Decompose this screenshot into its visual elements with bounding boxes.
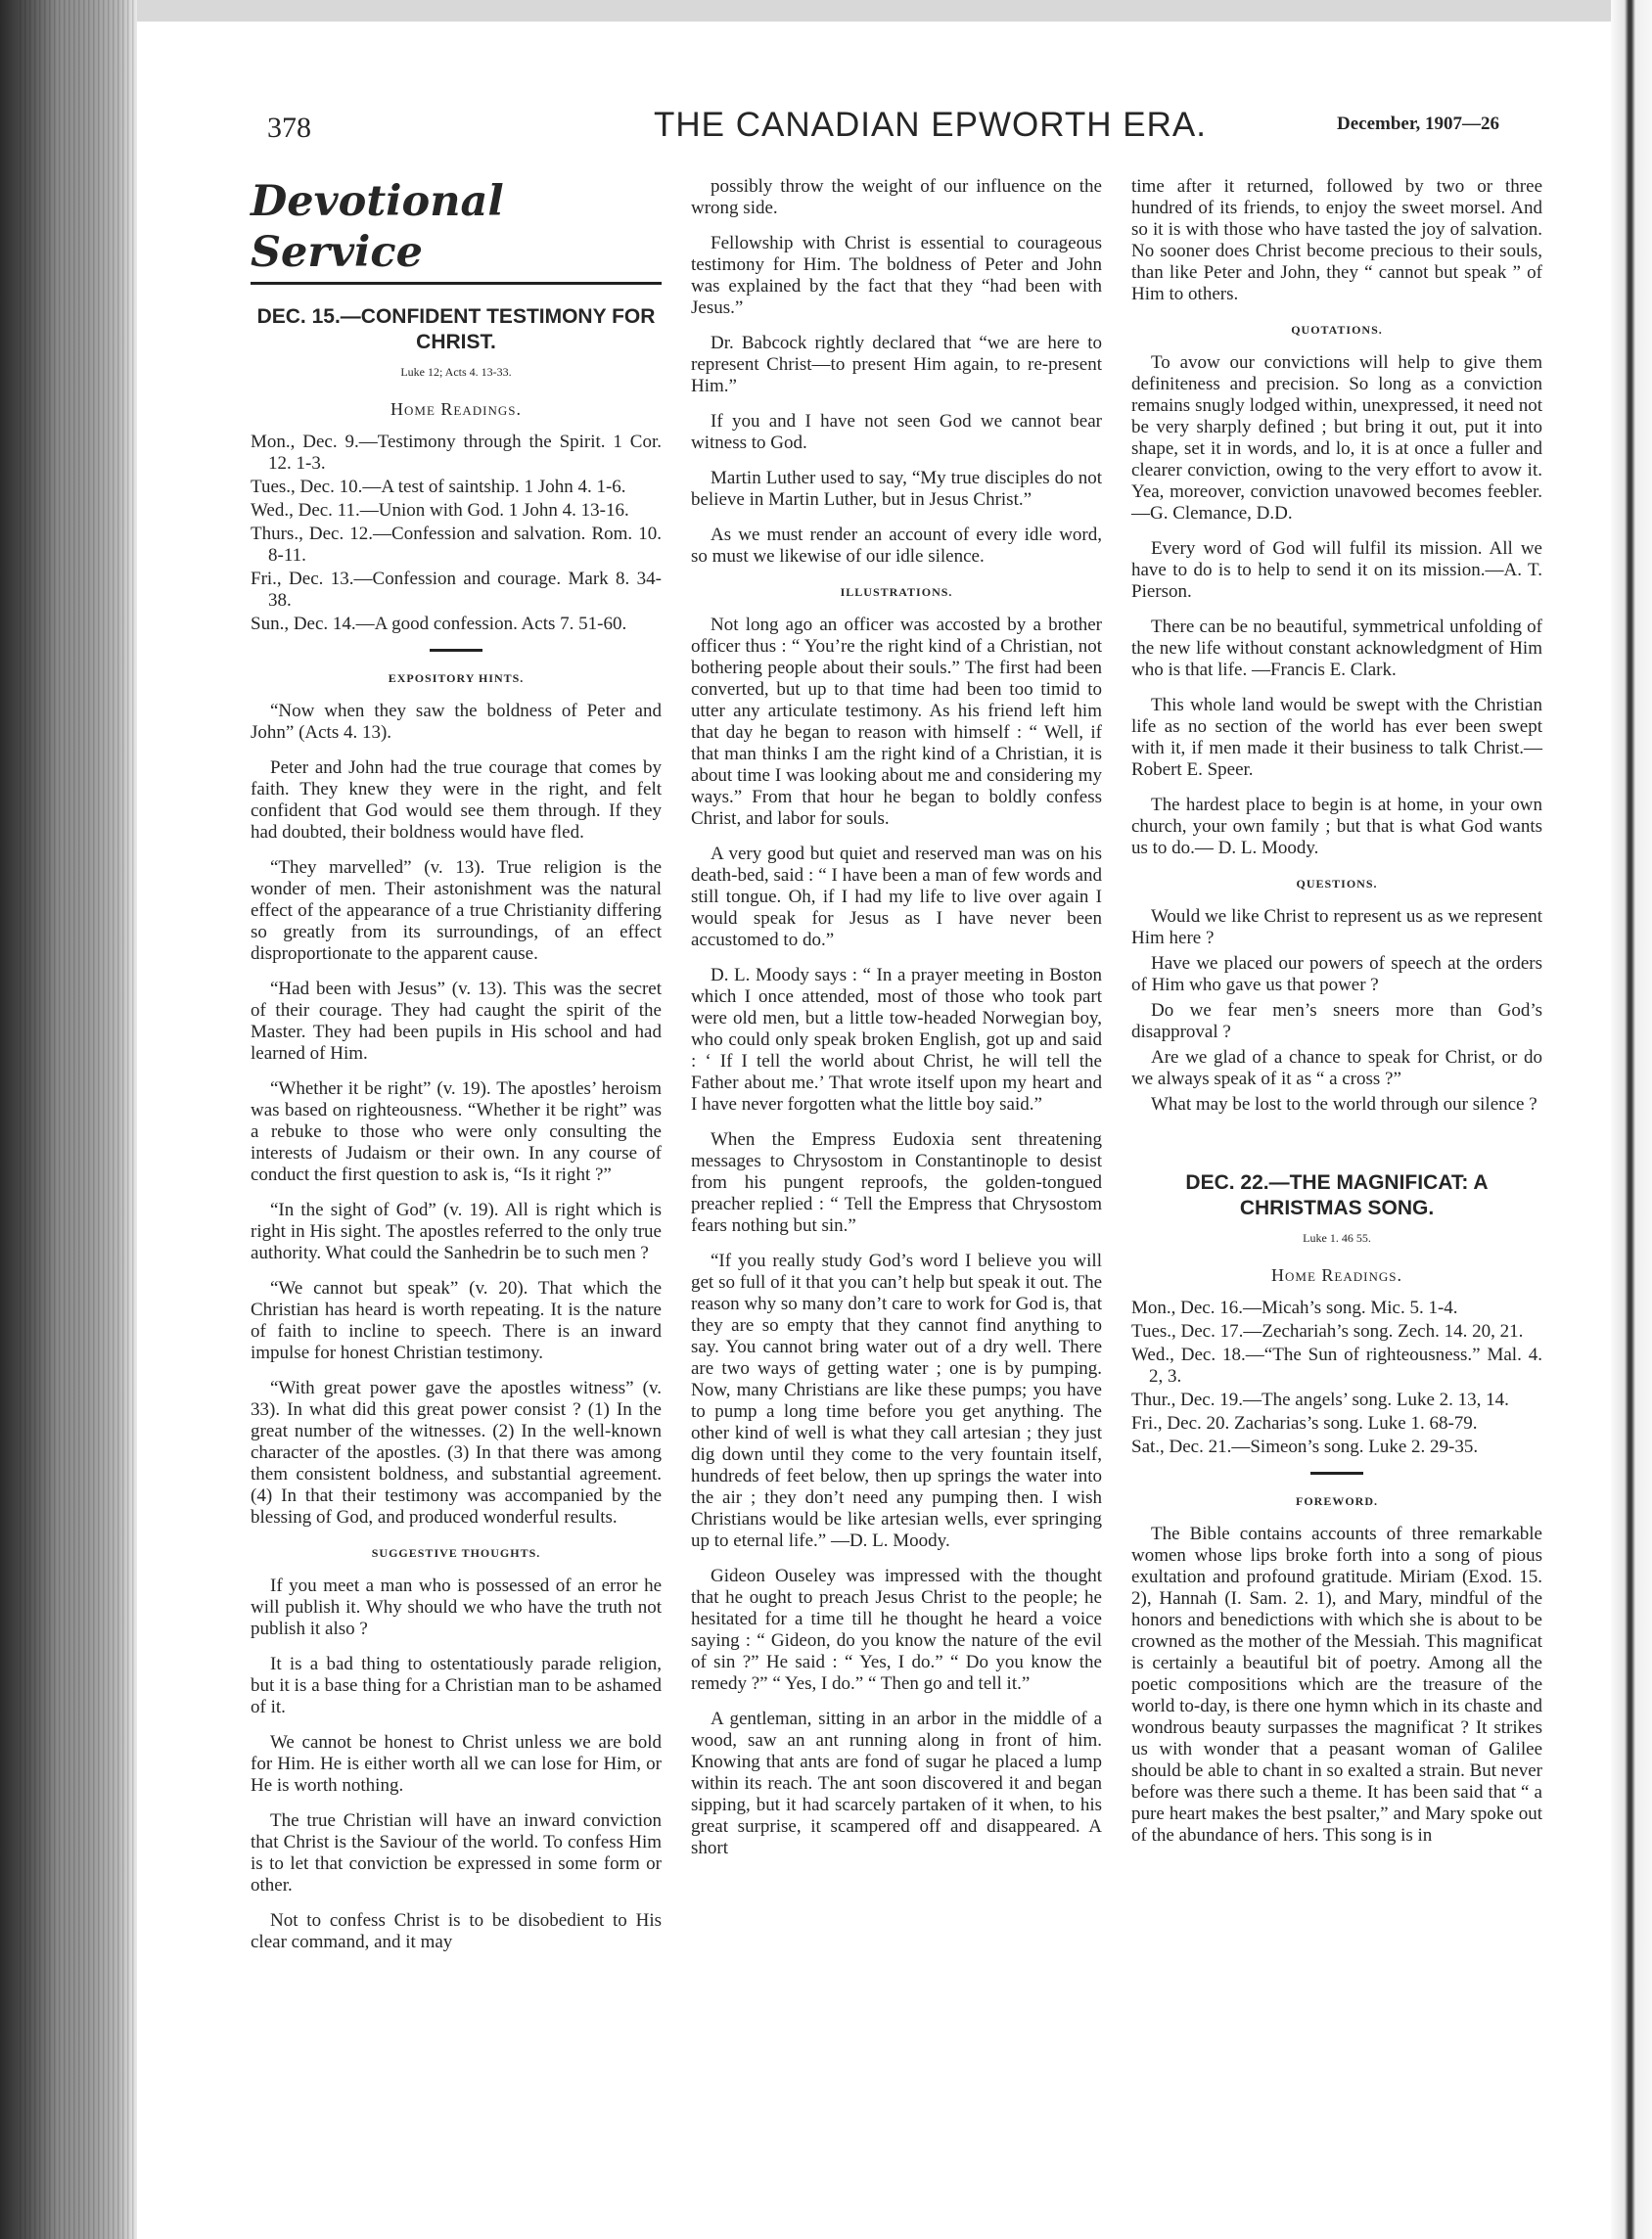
paragraph: possibly throw the weight of our influence on the wrong side. (691, 176, 1102, 218)
paragraph: Martin Luther used to say, “My true disciples do not believe in Martin Luther, but in Jesus Christ.” (691, 468, 1102, 510)
magazine-page (145, 0, 1603, 2239)
paragraph: As we must render an account of every idle word, so must we likewise of our idle silence. (691, 525, 1102, 567)
reading-item: Wed., Dec. 11.—Union with God. 1 John 4. 13-16. (251, 500, 629, 521)
paragraph: “Whether it be right” (v. 19). The apostles’ heroism was based on righteousness. “Whether it be right” was a rebuke to those who were only consulting the interests of Judaism or their own. In any course of conduct the first question to ask is, “Is it right ?” (251, 1078, 662, 1185)
foreword-heading: FOREWORD. (1296, 1494, 1378, 1508)
home-readings-list (251, 432, 662, 635)
reading-item: Thurs., Dec. 12.—Confession and salvation. Rom. 10. 8-11. (251, 524, 662, 566)
paragraph: “With great power gave the apostles witness” (v. 33). In what did this great power consist ? (1) In the great number of the witnesses. (2) In the well-known character of the apostles. (3) In that there was among them consistent boldness, and substantial agreement. (4) In that their testimony was accompanied by the blessing of God, and produced wonderful results. (251, 1378, 662, 1528)
reading-item: Mon., Dec. 9.—Testimony through the Spirit. 1 Cor. 12. 1-3. (251, 432, 662, 474)
paragraph: Every word of God will fulfil its mission. All we have to do is to help to send it on its mission.—A. T. Pierson. (1131, 538, 1542, 602)
reading-item: Wed., Dec. 18.—“The Sun of righteousness.” Mal. 4. 2, 3. (1131, 1345, 1542, 1387)
suggestive-heading: SUGGESTIVE THOUGHTS. (371, 1546, 541, 1560)
reading-item: Sun., Dec. 14.—A good confession. Acts 7. 51-60. (251, 614, 627, 634)
paragraph: The true Christian will have an inward conviction that Christ is the Saviour of the world. To confess Him is to let that conviction be expressed in some form or other. (251, 1810, 662, 1896)
quotations-heading: QUOTATIONS. (1291, 323, 1383, 337)
running-head (145, 106, 1603, 155)
paragraph: “Now when they saw the boldness of Peter and John” (Acts 4. 13). (251, 701, 662, 743)
book-binding (0, 0, 137, 2239)
home-readings-heading: Home Readings. (1271, 1265, 1402, 1285)
paragraph: A very good but quiet and reserved man was on his death-bed, said : “ I have been a man of few words and still tongue. Oh, if I had my life to live over again I would speak for Jesus as I have never been accustomed to do.” (691, 844, 1102, 950)
column-3 (1131, 176, 1542, 1860)
lesson-reference: Luke 12; Acts 4. 13-33. (400, 365, 512, 379)
column-1 (251, 176, 662, 1967)
paragraph: We cannot be honest to Christ unless we are bold for Him. He is either worth all we can lose for Him, or He is worth nothing. (251, 1732, 662, 1796)
paragraph: Would we like Christ to represent us as we represent Him here ? (1131, 906, 1542, 948)
paragraph: Fellowship with Christ is essential to courageous testimony for Him. The boldness of Peter and John was explained by the fact that they “had been with Jesus.” (691, 233, 1102, 318)
reading-item: Thur., Dec. 19.—The angels’ song. Luke 2. 13, 14. (1131, 1390, 1509, 1410)
expository-heading: EXPOSITORY HINTS. (388, 671, 525, 685)
paragraph: The Bible contains accounts of three remarkable women whose lips broke forth into a song of pious exultation and profound gratitude. Miriam (Exod. 15. 2), Hannah (I. Sam. 2. 1), and Mary, mindful of the honors and benedictions with which she is about to be crowned as the mother of the Messiah. This magnificat is certainly a beautiful bit of poetry. Among all the poetic compositions which are the treasure of the world to-day, is there one hymn which in its chaste and wondrous beauty surpasses the magnificat ? It strikes us with wonder that a peasant woman of Galilee should be able to chant in so exalted a strain. But never before was there such a theme. It has been said that “ a pure heart makes the best psalter,” and Mary spoke out of the abundance of hers. This song is in (1131, 1524, 1542, 1846)
spacer (1131, 1129, 1542, 1165)
paragraph: There can be no beautiful, symmetrical unfolding of the new life without constant acknowledgment of Him who is that life. —Francis E. Clark. (1131, 617, 1542, 680)
paragraph: “In the sight of God” (v. 19). All is right which is right in His sight. The apostles referred to the only true authority. What could the Sanhedrin be to such men ? (251, 1200, 662, 1263)
paragraph: Not long ago an officer was accosted by a brother officer thus : “ You’re the right kind of a Christian, not bothering people about their souls.” The first had been converted, but up to that time had been too timid to utter any articulate testimony. As his friend left him that day he began to reason with himself : “ Well, if that man thinks I am the right kind of a Christian, it is about time I was looking about me and considering my ways.” From that hour he began to boldly confess Christ, and labor for souls. (691, 615, 1102, 829)
binding-texture (20, 0, 135, 2239)
paragraph: “If you really study God’s word I believe you will get so full of it that you can’t help but speak it out. The reason why so many don’t care to work for God is, that they are so empty that they cannot find anything to say. You cannot bring water out of a dry well. There are two ways of getting water ; one is by pumping. Now, many Christians are like these pumps; you have to pump a long time before you get anything. The other kind of well is what they call artesian ; they just dig down until they come to the very fountain itself, hundreds of feet below, then up springs the water into the air ; they don’t need any pumping then. I wish Christians would be like artesian wells, ever springing up to eternal life.” —D. L. Moody. (691, 1251, 1102, 1551)
paragraph: “We cannot but speak” (v. 20). That which the Christian has heard is worth repeating. It is the nature of faith to incline to speech. There is an inward impulse for honest Christian testimony. (251, 1278, 662, 1363)
paragraph: Not to confess Christ is to be disobedient to His clear command, and it may (251, 1910, 662, 1952)
paragraph: “They marvelled” (v. 13). True religion is the wonder of men. Their astonishment was the natural effect of the appearance of a true Christianity differing so greatly from its surroundings, of an effect disproportionate to the apparent cause. (251, 857, 662, 964)
paragraph: Are we glad of a chance to speak for Christ, or do we always speak of it as “ a cross ?” (1131, 1047, 1542, 1089)
home-readings-list (1131, 1298, 1542, 1458)
page-number: 378 (267, 112, 311, 144)
paragraph: When the Empress Eudoxia sent threatening messages to Chrysostom in Constantinople to desist from his pungent reproofs, the golden-tongued preacher replied : “ Tell the Empress that Chrysostom fears nothing but sin.” (691, 1129, 1102, 1236)
paragraph: To avow our convictions will help to give them definiteness and precision. So long as a conviction remains snugly lodged within, unexpressed, it need not be very sharply defined ; but bring it out, put it into shape, set it in words, and lo, it is at once a fuller and clearer conviction, owing to the very effort to avow it. Yea, moreover, conviction unavowed becomes feebler.—G. Clemance, D.D. (1131, 352, 1542, 524)
paragraph: Dr. Babcock rightly declared that “we are here to represent Christ—to present Him again, to re-present Him.” (691, 333, 1102, 396)
paragraph: “Had been with Jesus” (v. 13). This was the secret of their courage. They had caught the spirit of the Master. They had been pupils in His school and had learned of Him. (251, 979, 662, 1064)
heading-rule (251, 282, 662, 285)
reading-item: Sat., Dec. 21.—Simeon’s song. Luke 2. 29-35. (1131, 1437, 1479, 1457)
divider-rule (430, 649, 482, 652)
questions-heading: QUESTIONS. (1296, 877, 1378, 891)
reading-item: Tues., Dec. 17.—Zechariah’s song. Zech. 14. 20, 21. (1131, 1321, 1524, 1342)
lesson-title: DEC. 22.—THE MAGNIFICAT: A CHRISTMAS SONG. (1185, 1171, 1489, 1219)
paragraph: Peter and John had the true courage that comes by faith. They knew they were in the right, and felt confident that God would see them through. If they had doubted, their boldness would have fled. (251, 757, 662, 843)
paragraph: Have we placed our powers of speech at the orders of Him who gave us that power ? (1131, 953, 1542, 995)
reading-item: Tues., Dec. 10.—A test of saintship. 1 John 4. 1-6. (251, 477, 626, 497)
page-edge (1611, 0, 1652, 2239)
section-heading: Devotional Service (251, 177, 504, 277)
issue-date: December, 1907—26 (1337, 114, 1500, 134)
divider-rule (1310, 1472, 1363, 1475)
reading-item: Fri., Dec. 13.—Confession and courage. Mark 8. 34-38. (251, 569, 662, 611)
lesson-reference: Luke 1. 46 55. (1303, 1231, 1371, 1245)
illustrations-heading: ILLUSTRATIONS. (840, 585, 953, 599)
lesson-title: DEC. 15.—CONFIDENT TESTIMONY FOR CHRIST. (256, 305, 656, 353)
paragraph: time after it returned, followed by two or three hundred of its friends, to enjoy the sweet morsel. And so it is with those who have tasted the joy of salvation. No sooner does Christ become precious to their souls, than like Peter and John, they “ cannot but speak ” of Him to others. (1131, 176, 1542, 304)
home-readings-heading: Home Readings. (390, 399, 522, 419)
paragraph: The hardest place to begin is at home, in your own church, your own family ; but that is what God wants us to do.— D. L. Moody. (1131, 795, 1542, 858)
journal-title: THE CANADIAN EPWORTH ERA. (654, 106, 1207, 144)
reading-item: Fri., Dec. 20. Zacharias’s song. Luke 1. 68-79. (1131, 1413, 1478, 1434)
paragraph: A gentleman, sitting in an arbor in the middle of a wood, saw an ant running along in front of him. Knowing that ants are fond of sugar he placed a lump within its reach. The ant soon discovered it and began sipping, but it had scarcely partaken of it when, to his great surprise, it scampered off and disappeared. A short (691, 1709, 1102, 1858)
paragraph: This whole land would be swept with the Christian life as no section of the world has ever been swept with it, if men made it their business to talk Christ.— Robert E. Speer. (1131, 695, 1542, 780)
paragraph: If you meet a man who is possessed of an error he will publish it. Why should we who have the truth not publish it also ? (251, 1576, 662, 1639)
reading-item: Mon., Dec. 16.—Micah’s song. Mic. 5. 1-4. (1131, 1298, 1458, 1318)
paragraph: It is a bad thing to ostentatiously parade religion, but it is a base thing for a Christian man to be ashamed of it. (251, 1654, 662, 1717)
paragraph: Gideon Ouseley was impressed with the thought that he ought to preach Jesus Christ to the people; he hesitated for a time till he thought he heard a voice saying : “ Gideon, do you know the nature of the evil of sin ?” He said : “ Yes, I do.” “ Do you know the remedy ?” “ Yes, I do.” “ Then go and tell it.” (691, 1566, 1102, 1694)
column-2 (691, 176, 1102, 1873)
paragraph: D. L. Moody says : “ In a prayer meeting in Boston which I once attended, most of those who took part were old men, but a little tow-headed Norwegian boy, who could only speak broken English, got up and said : ‘ If I tell the world about Christ, he will tell the Father about me.’ That wrote itself upon my heart and I have never forgotten what the little boy said.” (691, 965, 1102, 1115)
paragraph: If you and I have not seen God we cannot bear witness to God. (691, 411, 1102, 453)
paragraph: What may be lost to the world through our silence ? (1151, 1094, 1537, 1115)
paragraph: Do we fear men’s sneers more than God’s disapproval ? (1131, 1000, 1542, 1042)
